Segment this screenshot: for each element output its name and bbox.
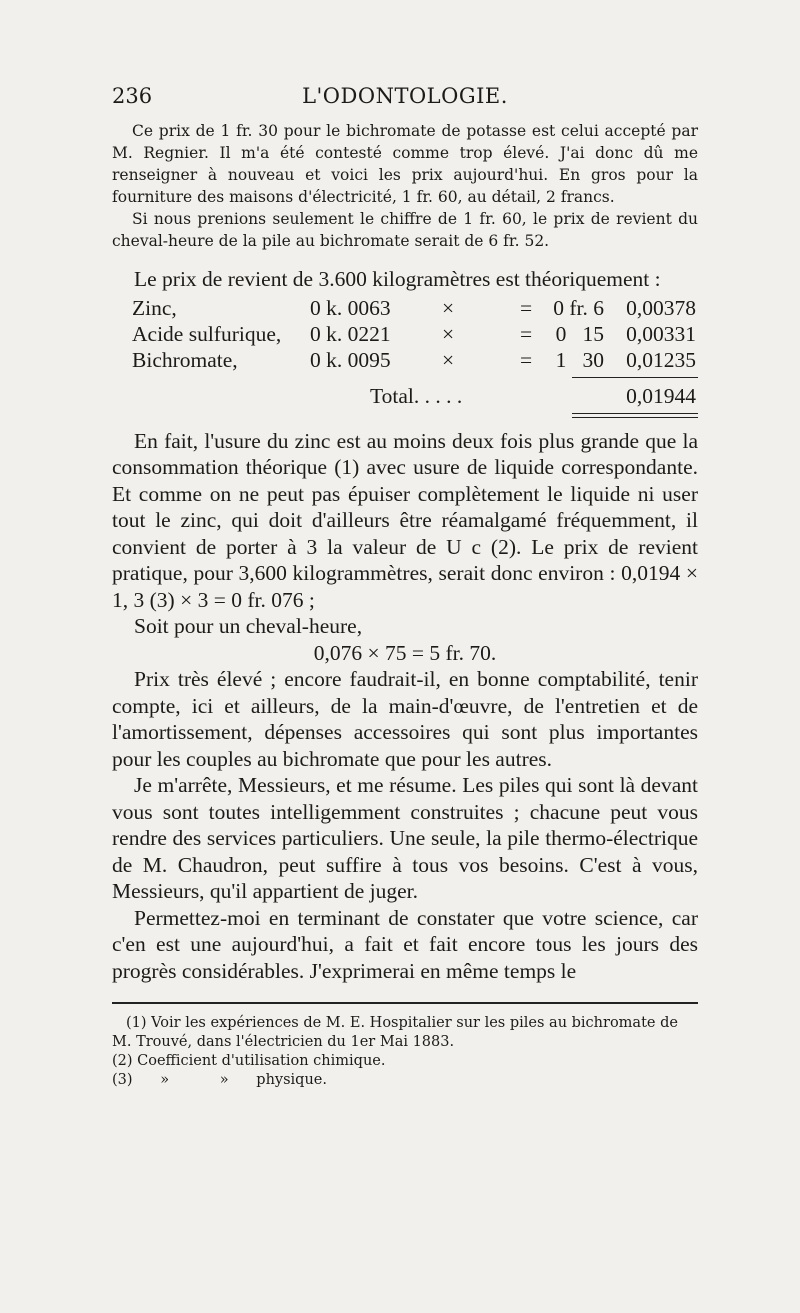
result: 0,01235 bbox=[626, 347, 696, 372]
note-paragraph-1: Ce prix de 1 fr. 30 pour le bichromate de potasse est celui accepté par M. Regnier. Il m'a été contesté comme trop élevé. J'ai donc dû me renseigner à nouveau et voici les prix aujourd'hui. En gros pour la fourniture des maisons d'électricité, 1 fr. 60, au détail, 2 francs. bbox=[112, 122, 698, 206]
table-row bbox=[112, 348, 698, 374]
table-row bbox=[112, 322, 698, 348]
body-paragraph-3: Prix très élevé ; encore faudrait-il, en bonne comptabilité, tenir compte, ici et ailleurs, de la main-d'œuvre, de l'entretien et de l'amortissement, dépenses accessoires qui sont plus importantes pour les couples au bichromate que pour les autres. bbox=[112, 667, 698, 771]
total-row bbox=[112, 384, 698, 410]
running-title: L'ODONTOLOGIE. bbox=[302, 84, 508, 108]
result: 0,00378 bbox=[626, 295, 696, 320]
body-paragraph-2: Soit pour un cheval-heure, bbox=[134, 614, 363, 638]
footnote-1: (1) Voir les expériences de M. E. Hospitalier sur les piles au bichromate de M. Trouvé, dans l'électricien du 1er Mai 1883. bbox=[112, 1015, 678, 1050]
unit-price: 1 30 bbox=[555, 347, 604, 372]
material-name: Bichromate, bbox=[132, 347, 238, 372]
operator: × bbox=[442, 295, 455, 320]
unit-price: 0 15 bbox=[555, 321, 604, 346]
quantity: 0 k. 0063 bbox=[310, 295, 391, 320]
operator: × bbox=[442, 347, 455, 372]
double-rule-bottom bbox=[572, 417, 698, 418]
page bbox=[112, 84, 698, 1090]
note-paragraph-2: Si nous prenions seulement le chiffre de 1 fr. 60, le prix de revient du cheval-heure de la pile au bichromate serait de 6 fr. 52. bbox=[112, 210, 698, 250]
body-paragraph-4: Je m'arrête, Messieurs, et me résume. Les piles qui sont là devant vous sont toutes intelligemment construites ; chacune peut vous rendre des services particuliers. Une seule, la pile thermo-électrique de M. Chaudron, peut suffire à tous vos besoins. C'est à vous, Messieurs, qu'il appartient de juger. bbox=[112, 773, 698, 903]
footnote-2: (2) Coefficient d'utilisation chimique. bbox=[112, 1053, 386, 1069]
sum-rule bbox=[572, 377, 698, 378]
body-paragraph-5: Permettez-moi en terminant de constater que votre science, car c'en est une aujourd'hui, a fait et fait encore tous les jours des progrès considérables. J'exprimerai en même temps le bbox=[112, 905, 698, 983]
double-rule-top bbox=[572, 413, 698, 414]
running-header bbox=[112, 84, 698, 120]
quantity: 0 k. 0221 bbox=[310, 321, 391, 346]
operator: × bbox=[442, 321, 455, 346]
quantity: 0 k. 0095 bbox=[310, 347, 391, 372]
material-name: Acide sulfurique, bbox=[132, 321, 282, 346]
total-label: Total. . . . . bbox=[370, 383, 463, 408]
total-value: 0,01944 bbox=[626, 383, 696, 408]
material-name: Zinc, bbox=[132, 295, 177, 320]
equals: = bbox=[520, 295, 533, 320]
result: 0,00331 bbox=[626, 321, 696, 346]
footnote-3: (3) » » physique. bbox=[112, 1072, 327, 1088]
equals: = bbox=[520, 347, 533, 372]
page-number: 236 bbox=[112, 84, 153, 108]
cost-table bbox=[112, 296, 698, 422]
equals: = bbox=[520, 321, 533, 346]
formula-line: 0,076 × 75 = 5 fr. 70. bbox=[313, 640, 497, 665]
unit-price: 0 fr. 6 bbox=[553, 295, 604, 320]
table-row bbox=[112, 296, 698, 322]
footnote-rule bbox=[112, 1002, 698, 1004]
intro-paragraph: Le prix de revient de 3.600 kilogramètres est théoriquement : bbox=[134, 267, 661, 291]
body-paragraph-1: En fait, l'usure du zinc est au moins deux fois plus grande que la consommation théorique (1) avec usure de liquide correspondante. Et comme on ne peut pas épuiser complètement le liquide ni user tout le zinc, qui doit d'ailleurs être réamalgamé fréquemment, il convient de porter à 3 la valeur de U c (2). Le prix de revient pratique, pour 3,600 kilogrammètres, serait donc environ : 0,0194 × 1, 3 (3) × 3 = 0 fr. 076 ; bbox=[112, 428, 698, 612]
